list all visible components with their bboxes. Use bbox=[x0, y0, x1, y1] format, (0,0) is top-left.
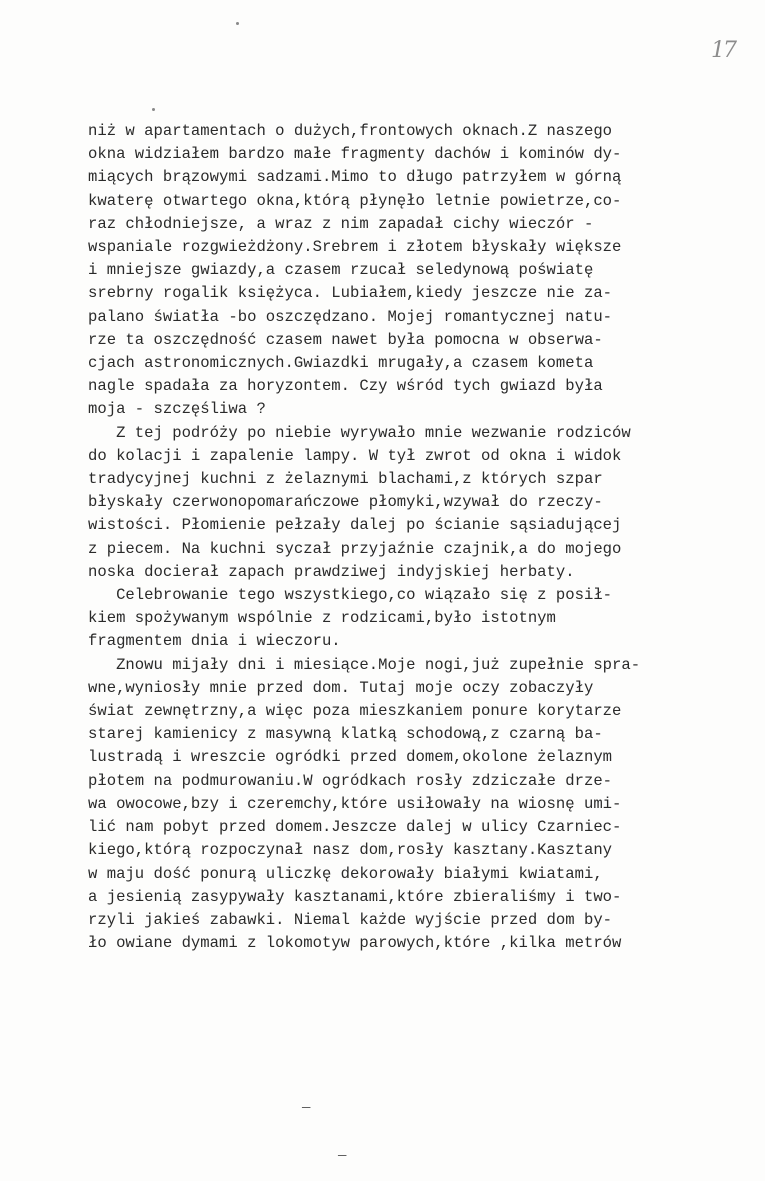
text-line: wa owocowe,bzy i czeremchy,które usiłowały na wiosnę umi- bbox=[88, 794, 622, 813]
text-line: wspaniale rozgwieżdżony.Srebrem i złotem błyskały większe bbox=[88, 238, 622, 257]
text-line: Z tej podróży po niebie wyrywało mnie wezwanie rodziców bbox=[88, 423, 631, 442]
ink-speck bbox=[236, 22, 239, 25]
text-line: świat zewnętrzny,a więc poza mieszkaniem ponure korytarze bbox=[88, 702, 622, 721]
text-line: niż w apartamentach o dużych,frontowych oknach.Z naszego bbox=[88, 122, 613, 140]
text-line: kwaterę otwartego okna,którą płynęło letnie powietrze,co- bbox=[88, 191, 622, 210]
text-line: palano światła -bo oszczędzano. Mojej romantycznej natu- bbox=[88, 307, 613, 326]
text-line: starej kamienicy z masywną klatką schodową,z czarną ba- bbox=[88, 725, 603, 744]
text-line: rzyli jakieś zabawki. Niemal każde wyjście przed dom by- bbox=[88, 910, 613, 929]
text-line: ło owiane dymami z lokomotyw parowych,które ,kilka metrów bbox=[88, 934, 622, 953]
text-line: lić nam pobyt przed domem.Jeszcze dalej w ulicy Czarniec- bbox=[88, 818, 622, 837]
text-line: okna widziałem bardzo małe fragmenty dachów i kominów dy- bbox=[88, 145, 622, 164]
text-line: a jesienią zasypywały kasztanami,które zbieraliśmy i two- bbox=[88, 887, 622, 906]
text-line: do kolacji i zapalenie lampy. W tył zwrot od okna i widok bbox=[88, 446, 622, 465]
text-line: tradycyjnej kuchni z żelaznymi blachami,z których szpar bbox=[88, 470, 603, 489]
text-line: Celebrowanie tego wszystkiego,co wiązało się z posił- bbox=[88, 586, 613, 605]
text-line: srebrny rogalik księżyca. Lubiałem,kiedy jeszcze nie za- bbox=[88, 284, 613, 303]
body-text bbox=[88, 120, 688, 955]
footer-mark: — bbox=[338, 1148, 347, 1164]
text-line: cjach astronomicznych.Gwiazdki mrugały,a czasem kometa bbox=[88, 354, 594, 373]
text-line: moja - szczęśliwa ? bbox=[88, 400, 266, 419]
text-line: wistości. Płomienie pełzały dalej po ścianie sąsiadującej bbox=[88, 516, 622, 535]
footer-mark: — bbox=[302, 1100, 311, 1116]
text-line: i mniejsze gwiazdy,a czasem rzucał seledynową poświatę bbox=[88, 261, 594, 280]
text-line: błyskały czerwonopomarańczowe płomyki,wzywał do rzeczy- bbox=[88, 493, 603, 512]
text-line: miących brązowymi sadzami.Mimo to długo patrzyłem w górną bbox=[88, 168, 622, 187]
text-line: kiego,którą rozpoczynał nasz dom,rosły kasztany.Kasztany bbox=[88, 841, 613, 860]
text-line: kiem spożywanym wspólnie z rodzicami,było istotnym bbox=[88, 609, 556, 628]
text-line: płotem na podmurowaniu.W ogródkach rosły zdziczałe drze- bbox=[88, 771, 613, 790]
ink-speck bbox=[152, 108, 155, 111]
text-line: noska docierał zapach prawdziwej indyjskiej herbaty. bbox=[88, 562, 575, 581]
text-line: nagle spadała za horyzontem. Czy wśród tych gwiazd była bbox=[88, 377, 603, 396]
text-line: lustradą i wreszcie ogródki przed domem,okolone żelaznym bbox=[88, 748, 613, 767]
text-line: Znowu mijały dni i miesiące.Moje nogi,już zupełnie spra- bbox=[88, 655, 641, 674]
text-line: raz chłodniejsze, a wraz z nim zapadał cichy wieczór - bbox=[88, 214, 594, 233]
text-line: wne,wyniosły mnie przed dom. Tutaj moje oczy zobaczyły bbox=[88, 678, 594, 697]
text-line: fragmentem dnia i wieczoru. bbox=[88, 632, 341, 651]
text-line: rze ta oszczędność czasem nawet była pomocna w obserwa- bbox=[88, 330, 603, 349]
text-line: w maju dość ponurą uliczkę dekorowały białymi kwiatami, bbox=[88, 864, 603, 883]
page-number: 17 bbox=[711, 38, 735, 63]
text-line: z piecem. Na kuchni syczał przyjaźnie czajnik,a do mojego bbox=[88, 539, 622, 558]
